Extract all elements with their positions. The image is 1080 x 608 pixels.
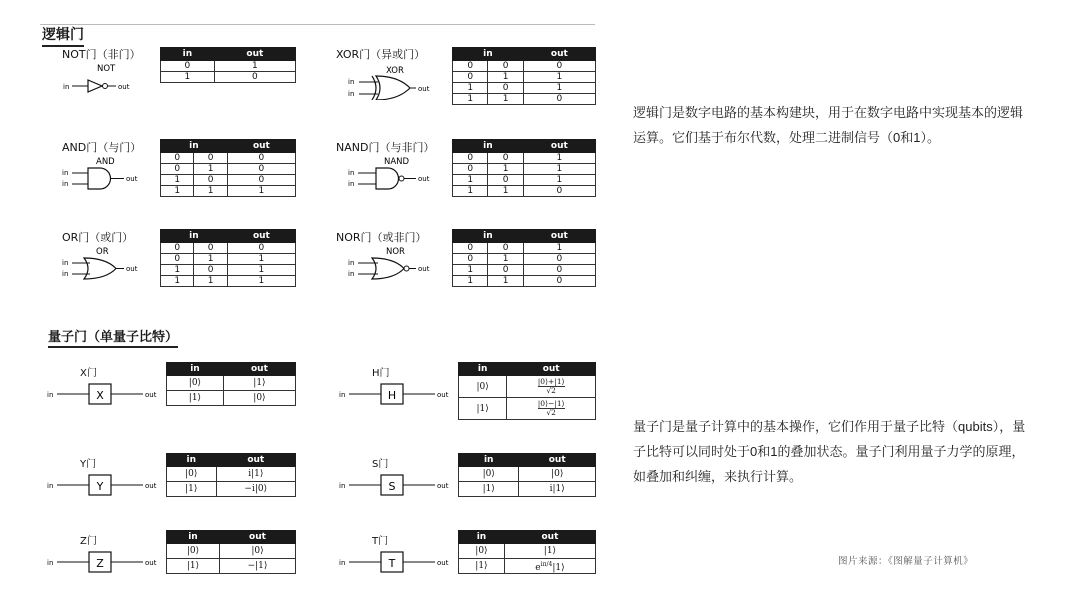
gate-title: Y门 (80, 459, 97, 470)
table-row: |0⟩ |1⟩ (459, 544, 596, 559)
image-credit: 图片来源：《图解量子计算机》 (838, 556, 974, 567)
col-out: out (216, 454, 295, 467)
quantum-description: 量子门是量子计算中的基本操作，它们作用于量子比特（qubits），量子比特可以同时处于0和1的叠加状态。量子门利用量子力学的原理，如叠加和纠缠，来执行计算。 (633, 419, 1026, 484)
out-label: out (126, 175, 138, 183)
gate-box-label: H (387, 389, 397, 402)
col-in: in (459, 454, 519, 467)
col-out: out (523, 230, 595, 243)
x-gate-table (166, 362, 296, 406)
table-row: |1⟩ $e^{i\pi/4}|1⟩$ (459, 559, 596, 574)
out-label: out (145, 391, 157, 399)
s-gate-table (458, 453, 596, 497)
gate-title: XOR门（异或门） (336, 48, 426, 61)
in-label: in (47, 391, 54, 399)
in-label: in (47, 482, 54, 490)
col-out: out (523, 140, 595, 153)
in-label: in (62, 259, 69, 267)
s-gate-symbol (337, 471, 455, 501)
x-gate-symbol (45, 380, 163, 410)
table-row: 1 1 1 (161, 276, 296, 287)
h-gate-table (458, 362, 596, 420)
quantum-section-title: 量子门（单量子比特） (48, 326, 178, 348)
table-row: |1⟩ i|1⟩ (459, 482, 596, 497)
col-in: in (161, 140, 228, 153)
table-row: |0⟩ |0⟩ (167, 544, 296, 559)
gate-box-label: X (96, 389, 104, 402)
symbol-label: AND (96, 157, 115, 167)
gate-title: NOT门（非门） (62, 48, 141, 61)
gate-title: X门 (80, 368, 97, 379)
in-label: in (339, 391, 346, 399)
not-gate-symbol (62, 60, 162, 96)
nand-gate-symbol (348, 153, 448, 195)
table-row: 1 0 1 (453, 83, 596, 94)
nand-truth-table (452, 139, 596, 197)
in-label: in (62, 270, 69, 278)
gate-title: OR门（或门） (62, 231, 134, 244)
h-gate-symbol (337, 380, 455, 410)
in-label: in (62, 180, 69, 188)
logic-section-title: 逻辑门 (42, 24, 84, 47)
symbol-label: OR (96, 247, 109, 257)
gate-title: H门 (372, 368, 390, 379)
col-out: out (504, 531, 595, 544)
y-gate-table (166, 453, 296, 497)
gate-title: Z门 (80, 536, 97, 547)
in-label: in (339, 482, 346, 490)
top-rule (40, 24, 595, 25)
out-label: out (437, 482, 449, 490)
col-out: out (219, 531, 295, 544)
table-row: |0⟩ i|1⟩ (167, 467, 296, 482)
table-row: 0 0 1 (453, 153, 596, 164)
gate-box-label: T (388, 557, 396, 570)
in-label: in (348, 270, 355, 278)
table-row: 1 1 0 (453, 276, 596, 287)
xor-gate-symbol (348, 62, 448, 100)
t-gate-symbol (337, 548, 455, 578)
table-row: 0 1 0 (453, 254, 596, 265)
out-label: out (437, 391, 449, 399)
table-row: 1 0 (161, 72, 296, 83)
and-truth-table (160, 139, 296, 197)
in-label: in (348, 78, 355, 86)
col-out: out (214, 48, 295, 61)
or-truth-table (160, 229, 296, 287)
logic-description: 逻辑门是数字电路的基本构建块，用于在数字电路中实现基本的逻辑运算。它们基于布尔代数，处理二进制信号（0和1）。 (633, 105, 1024, 145)
in-label: in (47, 559, 54, 567)
table-row: |1⟩ $\frac{|0⟩-|1⟩}{√2}$ (459, 398, 596, 420)
col-in: in (453, 230, 524, 243)
nor-truth-table (452, 229, 596, 287)
table-row: 1 0 0 (161, 175, 296, 186)
table-row: 1 0 0 (453, 265, 596, 276)
col-out: out (507, 363, 596, 376)
out-label: out (437, 559, 449, 567)
in-label: in (339, 559, 346, 567)
symbol-label: XOR (386, 66, 404, 76)
table-row: 0 0 0 (453, 61, 596, 72)
in-label: in (63, 83, 70, 91)
xor-truth-table (452, 47, 596, 105)
nor-gate-symbol (348, 243, 448, 285)
col-out: out (523, 48, 595, 61)
out-label: out (418, 85, 430, 93)
out-label: out (145, 559, 157, 567)
in-label: in (348, 180, 355, 188)
symbol-label: NOT (97, 64, 116, 74)
or-gate-symbol (62, 243, 162, 285)
out-label: out (126, 265, 138, 273)
gate-title: NAND门（与非门） (336, 141, 435, 154)
table-row: 0 1 0 (161, 164, 296, 175)
t-out-1: $e^{i\pi/4}|1⟩$ (504, 559, 595, 574)
gate-box-label: Z (96, 557, 104, 570)
in-label: in (62, 169, 69, 177)
out-label: out (418, 175, 430, 183)
h-out-0 (507, 376, 596, 398)
table-row: 0 0 0 (161, 243, 296, 254)
table-row: |1⟩ |0⟩ (167, 391, 296, 406)
table-row: 1 0 1 (453, 175, 596, 186)
not-truth-table (160, 47, 296, 83)
col-in: in (167, 454, 217, 467)
in-label: in (348, 90, 355, 98)
table-row: 0 1 1 (161, 254, 296, 265)
z-gate-symbol (45, 548, 163, 578)
t-gate-table (458, 530, 596, 574)
symbol-label: NAND (384, 157, 410, 167)
z-gate-table (166, 530, 296, 574)
fraction: $\frac{|0⟩-|1⟩}{√2}$ (537, 399, 565, 417)
table-row: |0⟩ |0⟩ (459, 467, 596, 482)
col-out: out (227, 230, 295, 243)
table-row: |1⟩ −|1⟩ (167, 559, 296, 574)
table-row: |1⟩ −i|0⟩ (167, 482, 296, 497)
out-label: out (118, 83, 130, 91)
col-out: out (519, 454, 596, 467)
table-row: 1 0 1 (161, 265, 296, 276)
col-out: out (223, 363, 295, 376)
fraction: $\frac{|0⟩+|1⟩}{√2}$ (537, 377, 565, 395)
table-row: 0 0 0 (161, 153, 296, 164)
out-label: out (145, 482, 157, 490)
col-in: in (161, 230, 228, 243)
col-in: in (161, 48, 215, 61)
table-row: 1 1 0 (453, 186, 596, 197)
col-in: in (459, 531, 505, 544)
out-label: out (418, 265, 430, 273)
col-in: in (453, 140, 524, 153)
in-label: in (348, 169, 355, 177)
h-out-1 (507, 398, 596, 420)
table-row: |0⟩ $\frac{|0⟩+|1⟩}{√2}$ (459, 376, 596, 398)
and-gate-symbol (62, 153, 162, 195)
gate-box-label: Y (96, 480, 104, 493)
col-out: out (227, 140, 295, 153)
gate-title: NOR门（或非门） (336, 231, 427, 244)
table-row: 0 0 1 (453, 243, 596, 254)
col-in: in (459, 363, 507, 376)
y-gate-symbol (45, 471, 163, 501)
col-in: in (453, 48, 524, 61)
table-row: 0 1 (161, 61, 296, 72)
gate-title: T门 (372, 536, 389, 547)
table-row: 0 1 1 (453, 72, 596, 83)
table-row: |0⟩ |1⟩ (167, 376, 296, 391)
gate-box-label: S (388, 480, 396, 493)
table-row: 1 1 1 (161, 186, 296, 197)
in-label: in (348, 259, 355, 267)
table-row: 1 1 0 (453, 94, 596, 105)
col-in: in (167, 531, 220, 544)
symbol-label: NOR (386, 247, 405, 257)
table-row: 0 1 1 (453, 164, 596, 175)
col-in: in (167, 363, 224, 376)
gate-title: S门 (372, 459, 389, 470)
gate-title: AND门（与门） (62, 141, 142, 154)
